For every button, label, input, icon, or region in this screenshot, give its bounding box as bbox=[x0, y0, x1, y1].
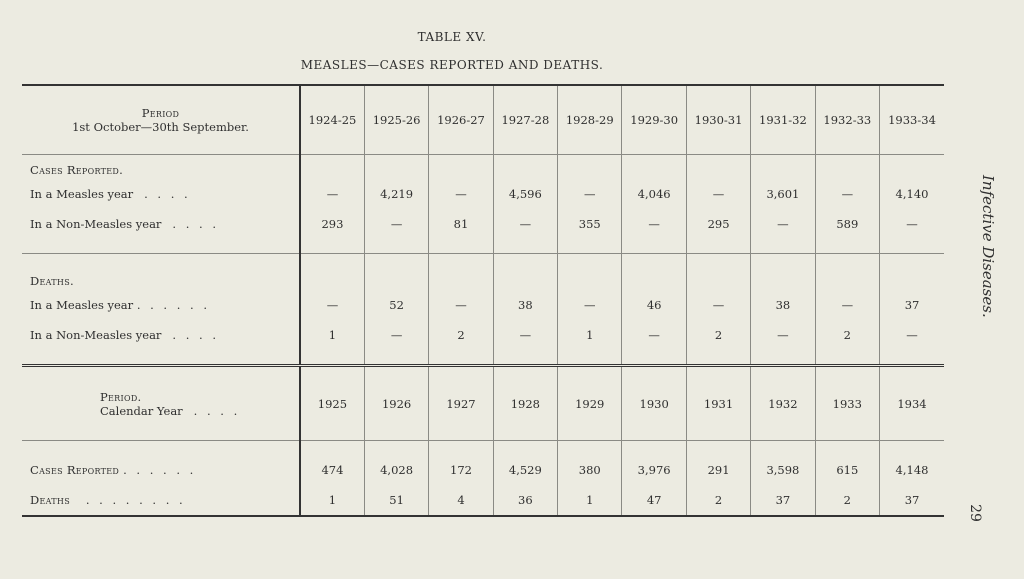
section-row bbox=[22, 155, 944, 180]
calendar-header-line1: Period. bbox=[100, 389, 142, 404]
cell: — bbox=[815, 179, 879, 209]
year-header: 1925 bbox=[300, 366, 364, 441]
table-row bbox=[22, 320, 944, 350]
cell: 1 bbox=[300, 320, 364, 350]
cell: 4,028 bbox=[364, 455, 428, 485]
season-header: 1926-27 bbox=[429, 85, 493, 155]
year-header: 1928 bbox=[493, 366, 557, 441]
table-row bbox=[22, 455, 944, 485]
cell: 615 bbox=[815, 455, 879, 485]
cell: 380 bbox=[558, 455, 622, 485]
cell: 2 bbox=[429, 320, 493, 350]
calendar-header-row bbox=[22, 366, 944, 441]
cell: 1 bbox=[558, 320, 622, 350]
row-label: In a Non-Measles year . . . . bbox=[30, 217, 219, 231]
season-header: 1927-28 bbox=[493, 85, 557, 155]
page-number: 29 bbox=[966, 504, 983, 522]
row-label: In a Measles year . . . . . . bbox=[30, 298, 211, 312]
cell: — bbox=[622, 209, 686, 239]
season-header: 1929-30 bbox=[622, 85, 686, 155]
cell: 3,598 bbox=[751, 455, 815, 485]
cell: — bbox=[815, 290, 879, 320]
cell: 4,140 bbox=[880, 179, 944, 209]
year-header: 1929 bbox=[558, 366, 622, 441]
season-header: 1931-32 bbox=[751, 85, 815, 155]
measles-table bbox=[22, 84, 944, 517]
table-title: TABLE XV. bbox=[417, 30, 487, 44]
cell: — bbox=[300, 179, 364, 209]
cell: — bbox=[364, 209, 428, 239]
year-header: 1927 bbox=[429, 366, 493, 441]
table-subtitle: MEASLES—CASES REPORTED AND DEATHS. bbox=[300, 58, 604, 72]
year-header: 1931 bbox=[686, 366, 750, 441]
cell: 47 bbox=[622, 485, 686, 516]
cell: 36 bbox=[493, 485, 557, 516]
cell: 4,148 bbox=[880, 455, 944, 485]
cell: 3,976 bbox=[622, 455, 686, 485]
table-row bbox=[22, 179, 944, 209]
cell: 3,601 bbox=[751, 179, 815, 209]
season-header: 1932-33 bbox=[815, 85, 879, 155]
cell: — bbox=[880, 320, 944, 350]
cell: — bbox=[429, 179, 493, 209]
cell: — bbox=[558, 179, 622, 209]
cell: 4,219 bbox=[364, 179, 428, 209]
year-header: 1932 bbox=[751, 366, 815, 441]
season-header-row bbox=[22, 85, 944, 155]
cell: 4,046 bbox=[622, 179, 686, 209]
period-header bbox=[22, 85, 300, 155]
cell: 37 bbox=[880, 290, 944, 320]
row-label: Cases Reported . . . . . . bbox=[30, 463, 197, 477]
season-header: 1928-29 bbox=[558, 85, 622, 155]
season-header: 1933-34 bbox=[880, 85, 944, 155]
cell: — bbox=[751, 209, 815, 239]
cell: 355 bbox=[558, 209, 622, 239]
year-header: 1933 bbox=[815, 366, 879, 441]
cell: — bbox=[558, 290, 622, 320]
cell: 291 bbox=[686, 455, 750, 485]
cell: 172 bbox=[429, 455, 493, 485]
cell: 4,529 bbox=[493, 455, 557, 485]
table-row bbox=[22, 209, 944, 239]
period-header-line2: 1st October—30th September. bbox=[72, 120, 249, 134]
cell: 589 bbox=[815, 209, 879, 239]
deaths-section-title: Deaths. bbox=[30, 274, 74, 288]
period-header-line1: Period bbox=[141, 106, 180, 120]
cell: 474 bbox=[300, 455, 364, 485]
season-header: 1924-25 bbox=[300, 85, 364, 155]
season-header: 1925-26 bbox=[364, 85, 428, 155]
table-row bbox=[22, 485, 944, 516]
cell: 38 bbox=[751, 290, 815, 320]
calendar-header bbox=[22, 366, 300, 441]
cell: — bbox=[751, 320, 815, 350]
cell: — bbox=[300, 290, 364, 320]
year-header: 1934 bbox=[880, 366, 944, 441]
year-header: 1930 bbox=[622, 366, 686, 441]
cell: 2 bbox=[815, 485, 879, 516]
cell: 37 bbox=[880, 485, 944, 516]
cell: — bbox=[364, 320, 428, 350]
season-header: 1930-31 bbox=[686, 85, 750, 155]
cell: 295 bbox=[686, 209, 750, 239]
cell: 1 bbox=[300, 485, 364, 516]
cell: 1 bbox=[558, 485, 622, 516]
cell: — bbox=[429, 290, 493, 320]
cell: — bbox=[493, 209, 557, 239]
cell: 38 bbox=[493, 290, 557, 320]
cell: 51 bbox=[364, 485, 428, 516]
cell: 2 bbox=[686, 320, 750, 350]
cell: 52 bbox=[364, 290, 428, 320]
table-row bbox=[22, 290, 944, 320]
calendar-header-line2: Calendar Year . . . . bbox=[100, 403, 241, 418]
cell: — bbox=[880, 209, 944, 239]
cell: — bbox=[493, 320, 557, 350]
cell: 81 bbox=[429, 209, 493, 239]
cases-section-title: Cases Reported. bbox=[30, 163, 124, 177]
cell: 293 bbox=[300, 209, 364, 239]
cell: 46 bbox=[622, 290, 686, 320]
side-caption: Infective Diseases. bbox=[979, 175, 997, 318]
cell: 4,596 bbox=[493, 179, 557, 209]
row-label: In a Measles year . . . . bbox=[30, 187, 191, 201]
year-header: 1926 bbox=[364, 366, 428, 441]
cell: 2 bbox=[815, 320, 879, 350]
cell: 4 bbox=[429, 485, 493, 516]
cell: — bbox=[686, 179, 750, 209]
row-label: Deaths . . . . . . . . bbox=[22, 485, 300, 516]
cell: — bbox=[686, 290, 750, 320]
row-label: In a Non-Measles year . . . . bbox=[30, 328, 219, 342]
cell: 37 bbox=[751, 485, 815, 516]
section-row bbox=[22, 254, 944, 291]
cell: 2 bbox=[686, 485, 750, 516]
cell: — bbox=[622, 320, 686, 350]
